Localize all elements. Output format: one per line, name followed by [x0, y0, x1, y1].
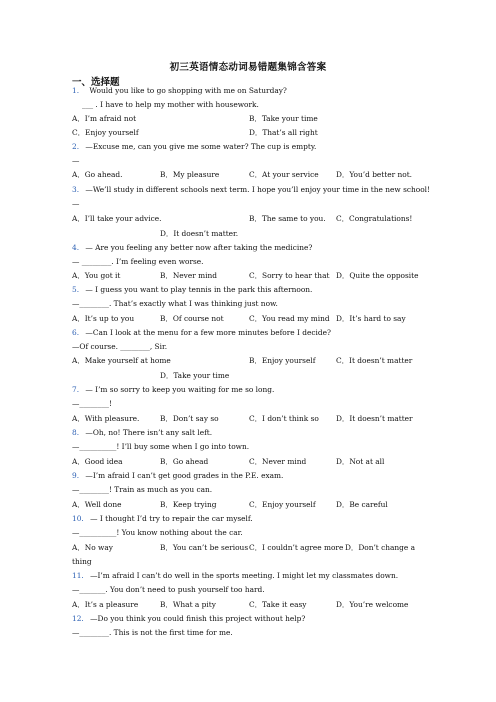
option-c[interactable]: C．Enjoy yourself [72, 128, 139, 137]
question-text: —________! Train as much as you can. [72, 485, 213, 494]
question-text: —__________! I’ll buy some when I go into town. [72, 442, 250, 451]
option-a[interactable]: A．Good idea [72, 457, 123, 466]
option-b[interactable]: B．Enjoy yourself [249, 356, 316, 365]
question-line [72, 142, 316, 152]
question-text: —Excuse me, can you give me some water? The cup is empty. [85, 142, 317, 151]
option-d[interactable]: D．It doesn’t matter [336, 414, 413, 423]
question-number: 5. [72, 285, 80, 294]
option-d[interactable]: D．It doesn’t matter. [160, 229, 239, 238]
question-text: —________. That’s exactly what I was thinking just now. [72, 299, 278, 308]
question-text: —__________! You know nothing about the car. [72, 528, 243, 537]
option-c[interactable]: C．You read my mind [249, 314, 330, 323]
option-d-continued: thing [72, 557, 92, 566]
question-line [72, 285, 312, 295]
question-text: Would you like to go shopping with me on Saturday? [89, 86, 287, 95]
question-number: 6. [72, 328, 80, 337]
question-number: 7. [72, 385, 80, 394]
question-text: — [72, 156, 80, 165]
option-c[interactable]: C．Take it easy [249, 600, 307, 609]
option-d[interactable]: D．You’d better not. [336, 170, 413, 179]
option-a[interactable]: A．It’s a pleasure [72, 600, 139, 609]
question-line [72, 328, 331, 338]
option-d[interactable]: D．That’s all right [249, 128, 318, 137]
question-text: —I’m afraid I can’t get good grades in the P.E. exam. [85, 471, 284, 480]
option-b[interactable]: B．The same to you. [249, 214, 326, 223]
question-line [72, 185, 430, 195]
question-line [72, 471, 283, 481]
question-line [72, 614, 305, 624]
option-a[interactable]: A．Make yourself at home [72, 356, 171, 365]
question-text: ___ . I have to help my mother with housework. [82, 100, 259, 109]
question-number: 12. [72, 614, 84, 623]
option-a[interactable]: A．With pleasure. [72, 414, 140, 423]
option-a[interactable]: A．Go ahead. [72, 170, 123, 179]
option-a[interactable]: A．I’m afraid not [72, 114, 137, 123]
question-text: — ________. I’m feeling even worse. [72, 257, 204, 266]
question-text: — Are you feeling any better now after taking the medicine? [85, 243, 313, 252]
option-b[interactable]: B．What a pity [160, 600, 216, 609]
option-d[interactable]: D．Don’t change a [345, 543, 416, 552]
question-number: 3. [72, 185, 80, 194]
option-b[interactable]: B．You can’t be serious [160, 543, 249, 552]
option-b[interactable]: B．Take your time [249, 114, 318, 123]
question-number: 1. [72, 86, 80, 95]
question-text: — I’m so sorry to keep you waiting for me so long. [85, 385, 275, 394]
question-text: —We’ll study in different schools next term. I hope you’ll enjoy your time in the new school! [85, 185, 430, 194]
question-line [72, 86, 287, 96]
option-d[interactable]: D．Quite the opposite [336, 271, 419, 280]
question-text: —________! [72, 399, 112, 408]
page-title: 初三英语情态动词易错题集锦含答案 [169, 62, 327, 73]
question-line [72, 385, 274, 395]
option-c[interactable]: C．Never mind [249, 457, 307, 466]
option-b[interactable]: B．Never mind [160, 271, 217, 280]
option-c[interactable]: C．I don’t think so [249, 414, 319, 423]
option-c[interactable]: C．It doesn’t matter [336, 356, 413, 365]
option-d[interactable]: D．Be careful [336, 500, 388, 509]
question-text: — I guess you want to play tennis in the park this afternoon. [85, 285, 313, 294]
question-text: — I thought I’d try to repair the car myself. [90, 514, 253, 523]
question-line [72, 514, 253, 524]
question-text: —_______. You don’t need to push yourself too hard. [72, 585, 265, 594]
question-number: 9. [72, 471, 80, 480]
question-number: 4. [72, 243, 80, 252]
question-line [72, 428, 212, 438]
option-b[interactable]: B．My pleasure [160, 170, 220, 179]
question-line [72, 243, 312, 253]
question-number: 2. [72, 142, 80, 151]
question-text: —________. This is not the first time for me. [72, 628, 233, 637]
option-d[interactable]: D．Take your time [160, 371, 230, 380]
option-c[interactable]: C．Congratulations! [336, 214, 413, 223]
option-b[interactable]: B．Keep trying [160, 500, 217, 509]
option-a[interactable]: A．Well done [72, 500, 122, 509]
question-line [72, 571, 398, 581]
question-number: 8. [72, 428, 80, 437]
option-a[interactable]: A．It’s up to you [72, 314, 135, 323]
option-c[interactable]: C．Sorry to hear that [249, 271, 330, 280]
question-text: —Of course. ________, Sir. [72, 342, 168, 351]
option-c[interactable]: C．At your service [249, 170, 319, 179]
option-d[interactable]: D．You’re welcome [336, 600, 409, 609]
option-c[interactable]: C．Enjoy yourself [249, 500, 316, 509]
option-b[interactable]: B．Don’t say so [160, 414, 219, 423]
question-number: 11. [72, 571, 84, 580]
question-text: —Oh, no! There isn’t any salt left. [85, 428, 213, 437]
question-text: —Can I look at the menu for a few more minutes before I decide? [85, 328, 331, 337]
option-c[interactable]: C．I couldn’t agree more [249, 543, 344, 552]
option-a[interactable]: A．No way [72, 543, 113, 552]
option-a[interactable]: A．You got it [72, 271, 121, 280]
section-heading: 一、选择题 [72, 77, 120, 88]
option-b[interactable]: B．Of course not [160, 314, 224, 323]
option-a[interactable]: A．I’ll take your advice. [72, 214, 162, 223]
option-d[interactable]: D．Not at all [336, 457, 385, 466]
option-d[interactable]: D．It’s hard to say [336, 314, 406, 323]
option-b[interactable]: B．Go ahead [160, 457, 209, 466]
question-text: —I’m afraid I can’t do well in the sports meeting. I might let my classmates down. [90, 571, 399, 580]
question-number: 10. [72, 514, 84, 523]
question-text: —Do you think you could finish this project without help? [90, 614, 306, 623]
question-text: — [72, 199, 80, 208]
